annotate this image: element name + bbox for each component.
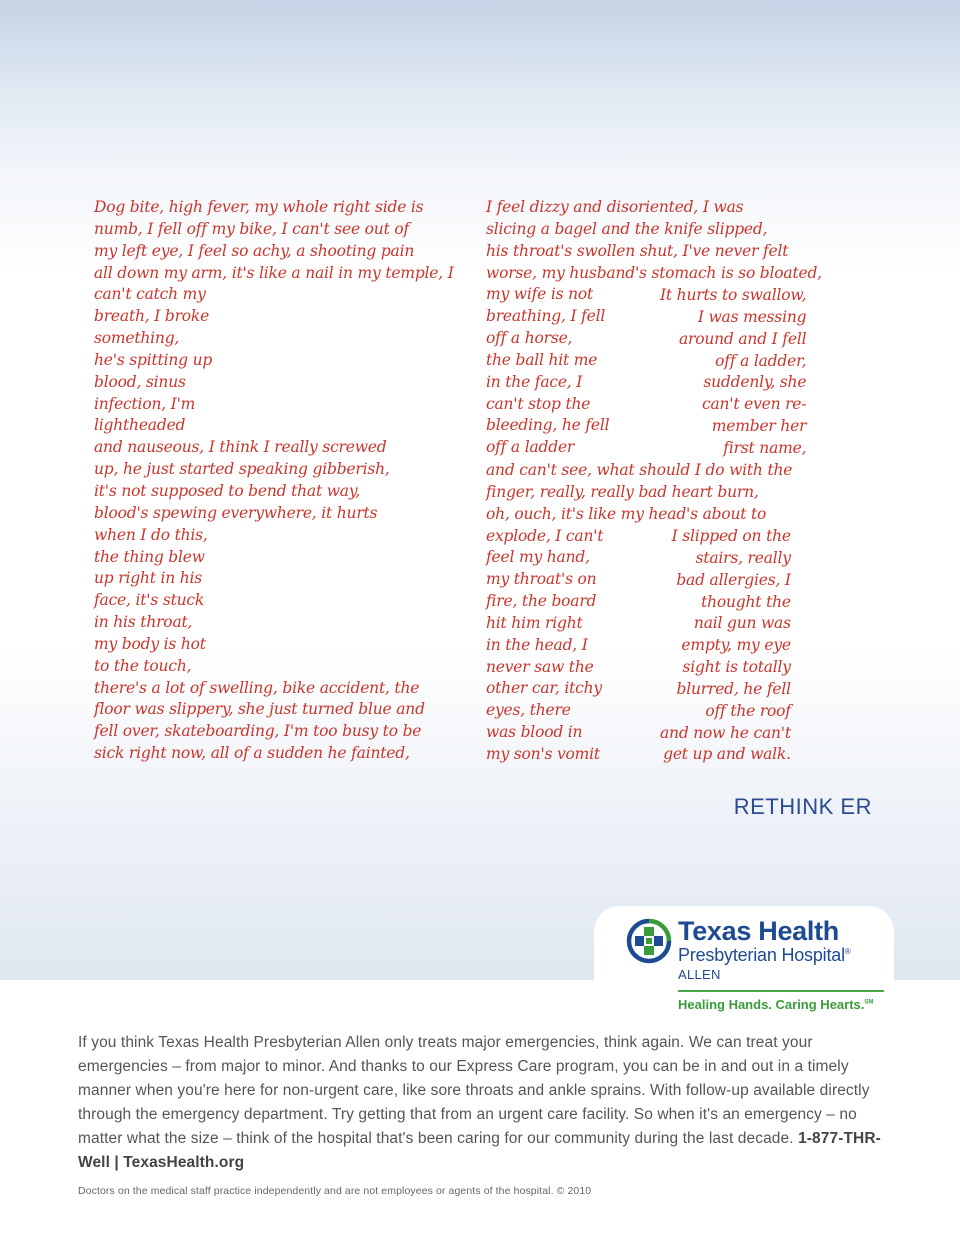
handwritten-letter-t-text: Dog bite, high fever, my whole right side is numb, I fell off my bike, I can't see out of my left eye, I feel so achy, a shooting pain all down my arm, it's like a nail in my temple, I can't catch my breath, I broke something, he's spitting up blood, sinus infection, I'm lightheaded and nauseous, I think I really screwed up, he just started speaking gibberish, it's not supposed to bend that way, blood's spewing everywhere, it hurts when I do this, the thing blew up right in his face, it's stuck in his throat, my body is hot to the touch, there's a lot of swelling, bike accident, the floor was slippery, she just turned blue and fell over, skateboarding, I'm too busy to be sick right now, all of a sudden he fainted,	[94, 198, 454, 763]
handwritten-letter-r-bowl-text: It hurts to swallow, I was messing around and I fell off a ladder, suddenly, she can't even re- member her first name,	[660, 286, 807, 457]
handwritten-letter-r-middle-text: and can't see, what should I do with the finger, really, really bad heart burn, oh, ouch, it's like my head's about to explode, I can't feel my hand, my throat's on fire, the board hit him right in the head, I never saw the other car, itchy eyes, there was blood in my son's vomit	[486, 461, 793, 763]
logo-tagline: Healing Hands. Caring Hearts.℠	[678, 997, 874, 1012]
handwritten-letter-r-top-text: I feel dizzy and disoriented, I was slicing a bagel and the knife slipped, his throat's swollen shut, I've never felt worse, my husband's stomach is so bloated, my wife is not breathing, I fell off a horse, the ball hit me in the face, I can't stop the bleeding, he fell off a ladder	[486, 198, 822, 457]
disclaimer: Doctors on the medical staff practice independently and are not employees or agents of the hospital. © 2010	[78, 1185, 592, 1197]
logo-divider	[678, 990, 884, 992]
cross-circle-logo-icon	[626, 918, 672, 964]
contact-info: 1-877-THR-Well | TexasHealth.org	[78, 1130, 881, 1171]
body-copy: If you think Texas Health Presbyterian Allen only treats major emergencies, think again. We can treat your emergencies – from major to minor. And thanks to our Express Care program, you can be in and out in a timely manner when you're here for non-urgent care, like sore throats and ankle sprains. With follow-up available directly through the emergency department. Try getting that from an urgent care facility. So when it's an emergency – no matter what the size – think of the hospital that's been caring for our community during the last decade. 1-877-THR-Well | TexasHealth.org	[78, 1034, 881, 1171]
logo-subtitle: Presbyterian Hospital®	[678, 945, 851, 965]
logo-name: Texas Health	[678, 916, 839, 946]
logo-location: ALLEN	[678, 967, 721, 982]
handwritten-letter-r-leg-text: I slipped on the stairs, really bad allergies, I thought the nail gun was empty, my eye sight is totally blurred, he fell off the roof and now he can't get up and walk.	[660, 527, 791, 764]
headline: RETHINK ER	[733, 794, 872, 819]
